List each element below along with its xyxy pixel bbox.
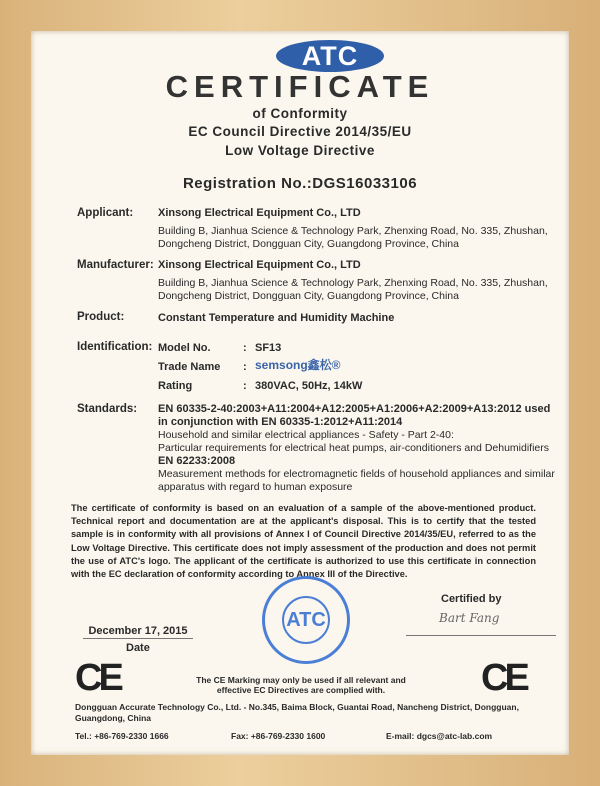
model-label: Model No.	[158, 342, 211, 354]
ce-mark: CE	[75, 657, 120, 699]
directive: EC Council Directive 2014/35/EU	[188, 124, 412, 139]
title: CERTIFICATE	[165, 69, 435, 104]
applicant-label: Applicant:	[77, 207, 134, 219]
subtitle: of Conformity	[252, 106, 348, 121]
rating: 380VAC, 50Hz, 14kW	[255, 380, 363, 392]
lvd: Low Voltage Directive	[225, 143, 375, 158]
product: Constant Temperature and Humidity Machine	[158, 312, 395, 324]
registration-number: Registration No.:DGS16033106	[182, 175, 418, 192]
manufacturer-label: Manufacturer:	[77, 259, 154, 271]
ce-mark: CE	[481, 657, 526, 699]
applicant: Xinsong Electrical Equipment Co., LTD Building B, Jianhua Science & Technology Park, Zhenxing Road, No. 335, Zhushan, Dongcheng District, Dongguan City, Guangdong Province, China	[158, 207, 548, 250]
trade-label: Trade Name	[158, 361, 221, 373]
colon: :	[243, 380, 247, 392]
standards: EN 60335-2-40:2003+A11:2004+A12:2005+A1:2006+A2:2009+A13:2012 used in conjunction with EN 60335-1:2012+A11:2014 Household and similar electrical appliances - Safety - Part 2-40: Particular requirements for electrical heat pumps, air-conditioners and Dehumidifiers EN 62233:2008 Measurement methods for electromagnetic fields of household appliances and similar apparatus with regard to human exposure	[158, 403, 555, 493]
rating-label: Rating	[158, 380, 193, 392]
ce-note: The CE Marking may only be used if all relevant and effective EC Directives are complied with.	[196, 675, 406, 695]
fax: Fax: +86-769-2330 1600	[231, 731, 326, 741]
statement: The certificate of conformity is based on an evaluation of a sample of the above-mentioned product. Technical report and documentation are at the applicant's disposal. This is to certify that the tested sample is in conformity with all provisions of Annex I of Council Directive 2014/35/EU, referred to as the Low Voltage Directive. This certificate does not imply assessment of the production and does not permit the use of ATC's logo. The applicant of the certificate is authorized to use this certificate in connection with the EC declaration of conformity according to Annex III of the Directive.	[71, 503, 536, 580]
certificate	[31, 31, 569, 755]
colon: :	[243, 342, 247, 354]
certified-by: Certified by	[441, 593, 502, 605]
date: December 17, 2015	[83, 625, 193, 639]
tel: Tel.: +86-769-2330 1666	[75, 731, 169, 741]
atc-logo: ATC	[276, 40, 384, 72]
atc-stamp: ATC	[262, 576, 350, 664]
email: E-mail: dgcs@atc-lab.com	[386, 731, 493, 741]
signature-line	[406, 635, 556, 636]
trade-name-logo: semsong鑫松®	[255, 358, 341, 372]
footer-address: Dongguan Accurate Technology Co., Ltd. - No.345, Baima Block, Guantai Road, Nancheng District, Dongguan, Guangdong, China	[75, 702, 519, 723]
manufacturer: Xinsong Electrical Equipment Co., LTD Building B, Jianhua Science & Technology Park, Zhenxing Road, No. 335, Zhushan, Dongcheng District, Dongguan City, Guangdong Province, China	[158, 259, 548, 302]
standards-label: Standards:	[77, 403, 138, 415]
model: SF13	[255, 342, 282, 354]
product-label: Product:	[77, 311, 125, 323]
date-label: Date	[126, 642, 150, 654]
signature: Bart Fang	[439, 611, 500, 625]
colon: :	[243, 361, 247, 373]
identification-label: Identification:	[77, 341, 153, 353]
